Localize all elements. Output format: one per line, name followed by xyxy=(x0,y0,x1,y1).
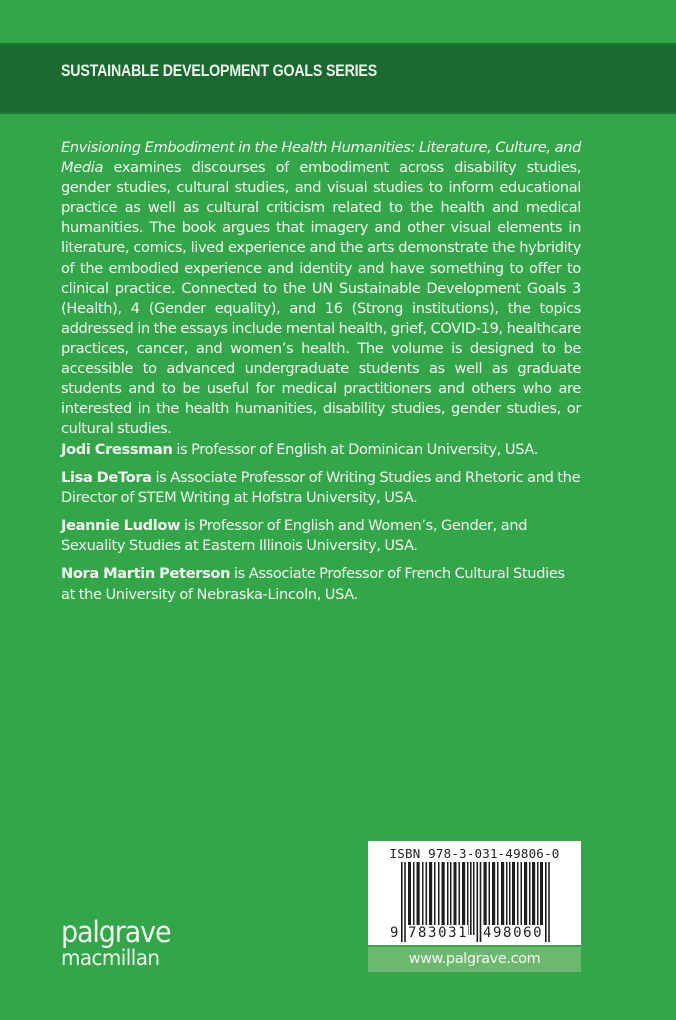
author-bio-text: is Associate Professor of Writing Studies and Rhetoric and the Director of STEM Writing at Hofstra University, USA. xyxy=(61,469,581,507)
author-bio xyxy=(61,468,581,508)
series-band xyxy=(0,43,676,114)
author-bio-text: is Professor of English and Women’s, Gender, and Sexuality Studies at Eastern Illinois University, USA. xyxy=(61,517,528,555)
author-name: Nora Martin Peterson xyxy=(61,565,231,583)
barcode-left-digits: 783031 xyxy=(408,925,469,941)
logo-line-palgrave: palgrave xyxy=(61,915,171,949)
author-name: Lisa DeTora xyxy=(61,469,152,487)
book-description xyxy=(61,138,581,439)
author-bio xyxy=(61,440,581,460)
author-bio xyxy=(61,564,581,604)
author-name: Jeannie Ludlow xyxy=(61,517,181,535)
logo-line-macmillan: macmillan xyxy=(61,946,160,970)
author-bios xyxy=(61,440,581,613)
author-bio xyxy=(61,516,581,556)
barcode-bars-icon xyxy=(368,841,581,945)
author-bio-text: is Associate Professor of French Cultural Studies at the University of Nebraska-Lincoln, USA. xyxy=(61,565,565,603)
palgrave-macmillan-logo xyxy=(61,915,179,970)
barcode-right-digits: 498060 xyxy=(483,925,544,941)
publisher-url: www.palgrave.com xyxy=(368,947,581,972)
description-text: examines discourses of embodiment across disability studies, gender studies, cultural studies, and visual studies to inform educational practice as well as cultural criticism related to the health and medical humanities. The book argues that imagery and other visual elements in literature, comics, lived experience and the arts demonstrate the hybridity of the embodied experience and identity and have something to offer to clinical practice. Connected to the UN Sustainable Development Goals 3 (Health), 4 (Gender equality), and 16 (Strong institutions), the topics addressed in the essays include mental health, grief, COVID-19, healthcare practices, cancer, and women’s health. The volume is designed to be accessible to advanced undergraduate students as well as graduate students and to be useful for medical practitioners and others who are interested in the health humanities, disability studies, gender studies, or cultural studies. xyxy=(61,159,581,438)
isbn-barcode xyxy=(368,841,581,945)
barcode-first-digit: 9 xyxy=(390,925,399,941)
book-title: Envisioning Embodiment in the Health Humanities: Literature, Culture, and Media xyxy=(61,139,581,177)
author-name: Jodi Cressman xyxy=(61,441,173,458)
author-bio-text: is Professor of English at Dominican University, USA. xyxy=(172,441,539,458)
isbn-label: ISBN 978-3-031-49806-0 xyxy=(389,846,560,861)
series-title: SUSTAINABLE DEVELOPMENT GOALS SERIES xyxy=(61,62,378,80)
